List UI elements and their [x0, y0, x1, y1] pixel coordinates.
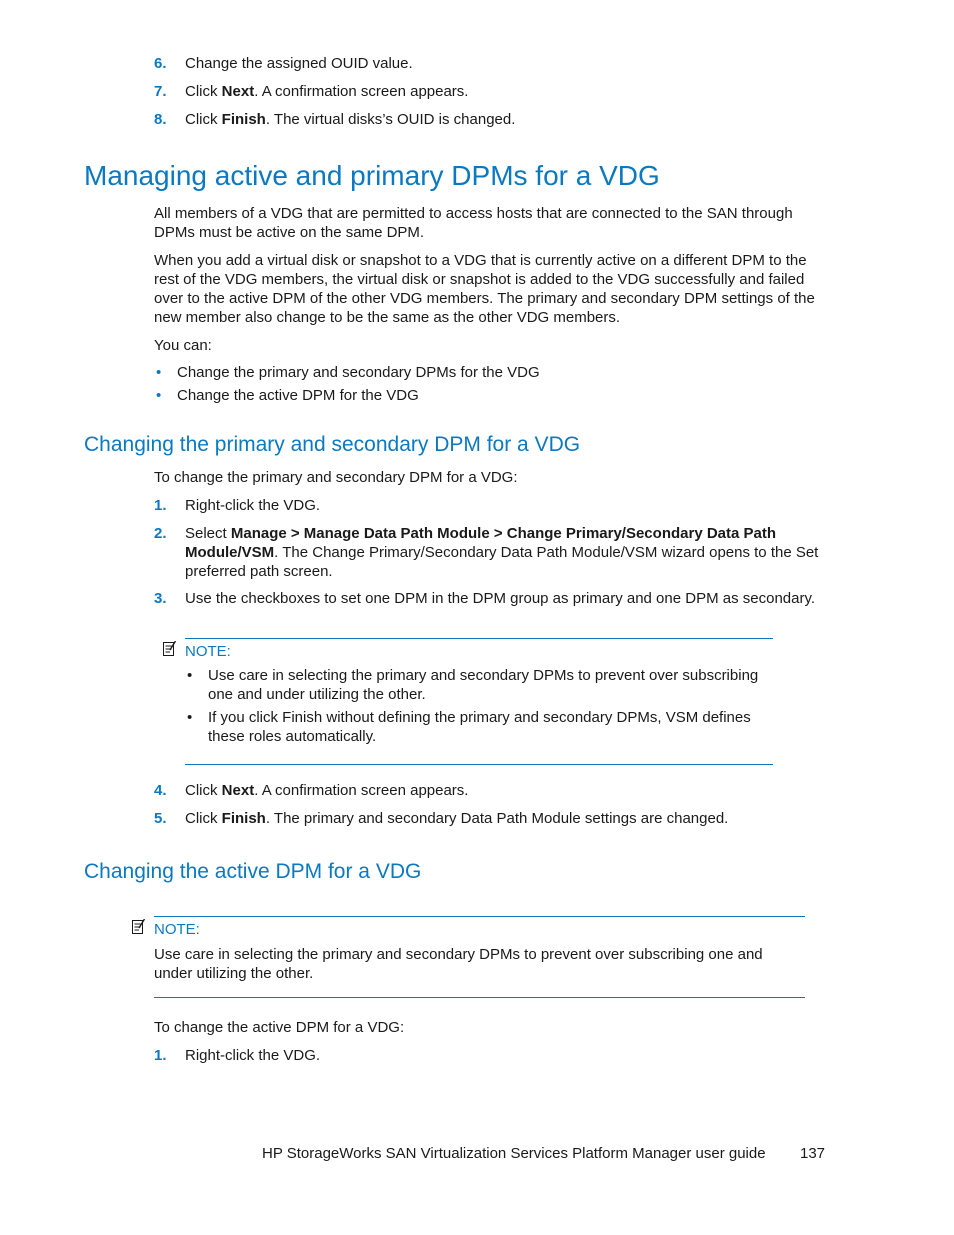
step-number: 6.: [154, 55, 167, 72]
step-number: 1.: [154, 1047, 167, 1064]
list-item: Change the active DPM for the VDG: [177, 387, 419, 404]
step-text: Use the checkboxes to set one DPM in the DPM group as primary and one DPM as secondary.: [185, 590, 816, 607]
step-number: 7.: [154, 83, 167, 100]
step-text: Select Manage > Manage Data Path Module > Change Primary/Secondary Data Path Module/VSM. The Change Primary/Secondary Data Path Module/VSM wizard opens to the Set preferred path screen.: [185, 525, 819, 580]
step-number: 4.: [154, 782, 167, 799]
page-number: 137: [800, 1145, 826, 1162]
list-item: Change the primary and secondary DPMs for the VDG: [177, 364, 540, 381]
note-icon: [132, 919, 145, 934]
step-text: Click Next. A confirmation screen appears.: [185, 782, 469, 799]
footer-title: HP StorageWorks SAN Virtualization Services Platform Manager user guide: [262, 1145, 766, 1162]
note-label: NOTE:: [154, 921, 200, 938]
note-icon: [163, 641, 176, 656]
note-item: If you click Finish without defining the primary and secondary DPMs, VSM defines these roles automatically.: [208, 709, 751, 745]
note-text: Use care in selecting the primary and secondary DPMs to prevent over subscribing one and under utilizing the other.: [154, 946, 763, 982]
bullet-icon: •: [156, 387, 162, 404]
bullet-icon: •: [156, 364, 162, 381]
note-bottom-rule: [154, 997, 805, 998]
note-bottom-rule: [185, 764, 773, 765]
note-top-rule: [154, 916, 805, 917]
subsection-title: Changing the active DPM for a VDG: [84, 860, 422, 883]
note-top-rule: [185, 638, 773, 639]
note-label: NOTE:: [185, 643, 231, 660]
section-title: Managing active and primary DPMs for a VDG: [84, 160, 660, 191]
step-text: Click Finish. The virtual disks’s OUID is changed.: [185, 111, 516, 128]
bullet-icon: •: [187, 709, 193, 726]
paragraph: You can:: [154, 337, 212, 354]
step-text: Change the assigned OUID value.: [185, 55, 413, 72]
step-text: Right-click the VDG.: [185, 497, 321, 514]
step-number: 8.: [154, 111, 167, 128]
paragraph: To change the active DPM for a VDG:: [154, 1019, 405, 1036]
step-number: 3.: [154, 590, 167, 607]
paragraph: To change the primary and secondary DPM for a VDG:: [154, 469, 518, 486]
step-number: 2.: [154, 525, 167, 542]
step-number: 1.: [154, 497, 167, 514]
step-number: 5.: [154, 810, 167, 827]
subsection-title: Changing the primary and secondary DPM for a VDG: [84, 433, 581, 456]
step-text: Right-click the VDG.: [185, 1047, 321, 1064]
bullet-icon: •: [187, 667, 193, 684]
step-text: Click Finish. The primary and secondary Data Path Module settings are changed.: [185, 810, 729, 827]
paragraph: When you add a virtual disk or snapshot to a VDG that is currently active on a different DPM to the rest of the VDG members, the virtual disk or snapshot is added to the VDG successfully and failed over to the active DPM of the other VDG members. The primary and secondary DPM settings of the new member also change to be the same as the other VDG members.: [154, 252, 815, 326]
step-text: Click Next. A confirmation screen appears.: [185, 83, 469, 100]
note-item: Use care in selecting the primary and secondary DPMs to prevent over subscribing one and under utilizing the other.: [208, 667, 759, 703]
paragraph: All members of a VDG that are permitted to access hosts that are connected to the SAN through DPMs must be active on the same DPM.: [154, 205, 793, 241]
